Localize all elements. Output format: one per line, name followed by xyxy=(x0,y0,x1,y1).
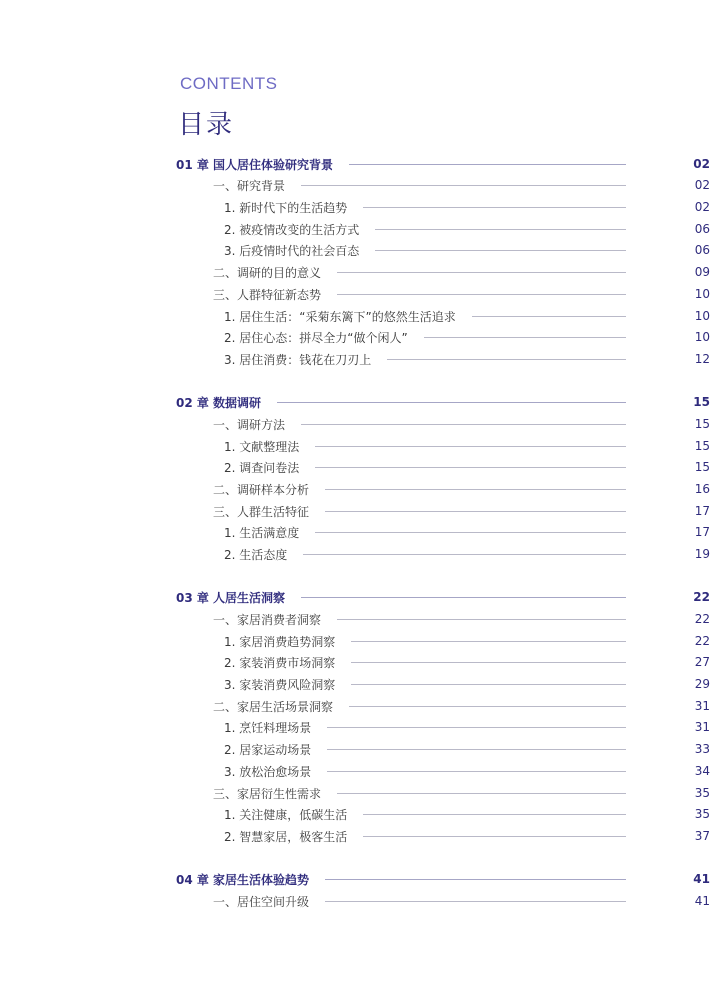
toc-entry-label: 01 章 国人居住体验研究背景 xyxy=(176,157,334,172)
toc-page-number: 17 xyxy=(694,525,710,539)
toc-entry-label: 1. 文献整理法 xyxy=(224,439,300,454)
toc-entry-label: 3. 家装消费风险洞察 xyxy=(224,677,336,692)
toc-page-number: 15 xyxy=(694,460,710,474)
toc-page-number: 19 xyxy=(694,547,710,561)
toc-page-number: 12 xyxy=(694,352,710,366)
toc-entry-label: 三、人群特征新态势 xyxy=(213,287,322,302)
toc-entry-row[interactable] xyxy=(0,196,710,218)
toc-leader-line xyxy=(325,489,626,490)
toc-page-number: 10 xyxy=(694,287,710,301)
toc-leader-line xyxy=(277,402,626,403)
toc-page-number: 15 xyxy=(693,395,710,409)
toc-leader-line xyxy=(363,836,626,837)
toc-entry-label: 一、居住空间升级 xyxy=(213,894,310,909)
toc-entry-label: 一、研究背景 xyxy=(213,178,286,193)
toc-chapter-row[interactable] xyxy=(0,153,710,175)
toc-entry-row[interactable] xyxy=(0,630,710,652)
toc-entry-row[interactable] xyxy=(0,435,710,457)
toc-entry-label: 2. 生活态度 xyxy=(224,547,288,562)
toc-entry-label: 一、调研方法 xyxy=(213,417,286,432)
toc-leader-line xyxy=(327,727,626,728)
toc-page-number: 02 xyxy=(693,157,710,171)
toc-entry-label: 二、调研的目的意义 xyxy=(213,265,322,280)
toc-leader-line xyxy=(327,749,626,750)
toc-entry-row[interactable] xyxy=(0,326,710,348)
toc-entry-label: 1. 关注健康，低碳生活 xyxy=(224,807,348,822)
toc-leader-line xyxy=(351,641,626,642)
toc-page-number: 17 xyxy=(694,504,710,518)
contents-heading-zh: 目录 xyxy=(178,110,235,140)
toc-leader-line xyxy=(349,706,626,707)
toc-leader-line xyxy=(363,207,626,208)
toc-leader-line xyxy=(387,359,626,360)
toc-entry-row[interactable] xyxy=(0,478,710,500)
toc-entry-row[interactable] xyxy=(0,174,710,196)
toc-entry-row[interactable] xyxy=(0,543,710,565)
toc-page-number: 02 xyxy=(694,200,710,214)
toc-entry-row[interactable] xyxy=(0,456,710,478)
toc-leader-line xyxy=(337,793,626,794)
toc-leader-line xyxy=(472,316,626,317)
toc-leader-line xyxy=(325,511,626,512)
toc-entry-row[interactable] xyxy=(0,803,710,825)
toc-leader-line xyxy=(424,337,626,338)
toc-entry-row[interactable] xyxy=(0,261,710,283)
toc-entry-label: 3. 后疫情时代的社会百态 xyxy=(224,243,360,258)
toc-page-number: 22 xyxy=(694,634,710,648)
toc-chapter-row[interactable] xyxy=(0,391,710,413)
toc-page-number: 22 xyxy=(693,590,710,604)
toc-entry-row[interactable] xyxy=(0,239,710,261)
toc-entry-row[interactable] xyxy=(0,890,710,912)
toc-entry-label: 2. 被疫情改变的生活方式 xyxy=(224,222,360,237)
toc-leader-line xyxy=(363,814,626,815)
toc-entry-label: 1. 居住生活：“采菊东篱下”的悠然生活追求 xyxy=(224,309,456,324)
toc-entry-label: 3. 居住消费：钱花在刀刃上 xyxy=(224,352,372,367)
toc-entry-label: 02 章 数据调研 xyxy=(176,395,262,410)
toc-entry-label: 1. 烹饪料理场景 xyxy=(224,720,312,735)
toc-entry-label: 1. 家居消费趋势洞察 xyxy=(224,634,336,649)
toc-leader-line xyxy=(315,532,626,533)
toc-page-number: 02 xyxy=(694,178,710,192)
toc-entry-label: 2. 智慧家居，极客生活 xyxy=(224,829,348,844)
toc-entry-label: 二、家居生活场景洞察 xyxy=(213,699,334,714)
toc-page-number: 41 xyxy=(693,872,710,886)
toc-entry-label: 三、家居衍生性需求 xyxy=(213,786,322,801)
toc-entry-label: 3. 放松治愈场景 xyxy=(224,764,312,779)
toc-chapter-row[interactable] xyxy=(0,868,710,890)
toc-leader-line xyxy=(375,229,626,230)
toc-page-number: 15 xyxy=(694,439,710,453)
toc-leader-line xyxy=(301,597,626,598)
toc-entry-row[interactable] xyxy=(0,716,710,738)
toc-entry-label: 2. 居家运动场景 xyxy=(224,742,312,757)
toc-page-number: 35 xyxy=(694,786,710,800)
toc-entry-label: 三、人群生活特征 xyxy=(213,504,310,519)
toc-page-number: 06 xyxy=(694,243,710,257)
toc-page-number: 33 xyxy=(694,742,710,756)
toc-entry-label: 一、家居消费者洞察 xyxy=(213,612,322,627)
toc-entry-row[interactable] xyxy=(0,608,710,630)
toc-leader-line xyxy=(375,250,626,251)
toc-entry-row[interactable] xyxy=(0,305,710,327)
toc-page-number: 06 xyxy=(694,222,710,236)
toc-entry-row[interactable] xyxy=(0,695,710,717)
toc-leader-line xyxy=(327,771,626,772)
toc-page-number: 31 xyxy=(694,720,710,734)
toc-entry-row[interactable] xyxy=(0,500,710,522)
toc-leader-line xyxy=(315,467,626,468)
toc-entry-row[interactable] xyxy=(0,218,710,240)
toc-page-number: 10 xyxy=(694,330,710,344)
toc-leader-line xyxy=(301,424,626,425)
toc-entry-row[interactable] xyxy=(0,283,710,305)
toc-entry-label: 二、调研样本分析 xyxy=(213,482,310,497)
toc-page-number: 22 xyxy=(694,612,710,626)
contents-heading-en: CONTENTS xyxy=(180,74,278,93)
toc-leader-line xyxy=(325,879,626,880)
toc-page-number: 10 xyxy=(694,309,710,323)
toc-leader-line xyxy=(337,294,626,295)
toc-entry-label: 1. 新时代下的生活趋势 xyxy=(224,200,348,215)
toc-page-number: 09 xyxy=(694,265,710,279)
toc-page-number: 37 xyxy=(694,829,710,843)
toc-page-number: 34 xyxy=(694,764,710,778)
toc-chapter-row[interactable] xyxy=(0,586,710,608)
toc-entry-label: 2. 居住心态：拼尽全力“做个闲人” xyxy=(224,330,408,345)
toc-entry-row[interactable] xyxy=(0,760,710,782)
toc-leader-line xyxy=(315,446,626,447)
toc-entry-row[interactable] xyxy=(0,738,710,760)
toc-entry-row[interactable] xyxy=(0,782,710,804)
toc-entry-label: 2. 调查问卷法 xyxy=(224,460,300,475)
toc-page-number: 16 xyxy=(694,482,710,496)
toc-page-number: 35 xyxy=(694,807,710,821)
toc-entry-row[interactable] xyxy=(0,521,710,543)
toc-entry-row[interactable] xyxy=(0,825,710,847)
toc-entry-label: 04 章 家居生活体验趋势 xyxy=(176,872,310,887)
toc-page-number: 31 xyxy=(694,699,710,713)
toc-leader-line xyxy=(351,662,626,663)
toc-entry-row[interactable] xyxy=(0,413,710,435)
toc-page-number: 27 xyxy=(694,655,710,669)
toc-page-number: 15 xyxy=(694,417,710,431)
toc-entry-row[interactable] xyxy=(0,348,710,370)
toc-page-number: 29 xyxy=(694,677,710,691)
toc-leader-line xyxy=(325,901,626,902)
toc-entry-row[interactable] xyxy=(0,673,710,695)
toc-entry-label: 03 章 人居生活洞察 xyxy=(176,590,286,605)
toc-leader-line xyxy=(349,164,626,165)
toc-entry-label: 1. 生活满意度 xyxy=(224,525,300,540)
toc-leader-line xyxy=(337,619,626,620)
toc-leader-line xyxy=(301,185,626,186)
toc-leader-line xyxy=(351,684,626,685)
toc-entry-row[interactable] xyxy=(0,651,710,673)
toc-leader-line xyxy=(303,554,626,555)
toc-page-number: 41 xyxy=(694,894,710,908)
toc-entry-label: 2. 家装消费市场洞察 xyxy=(224,655,336,670)
toc-leader-line xyxy=(337,272,626,273)
